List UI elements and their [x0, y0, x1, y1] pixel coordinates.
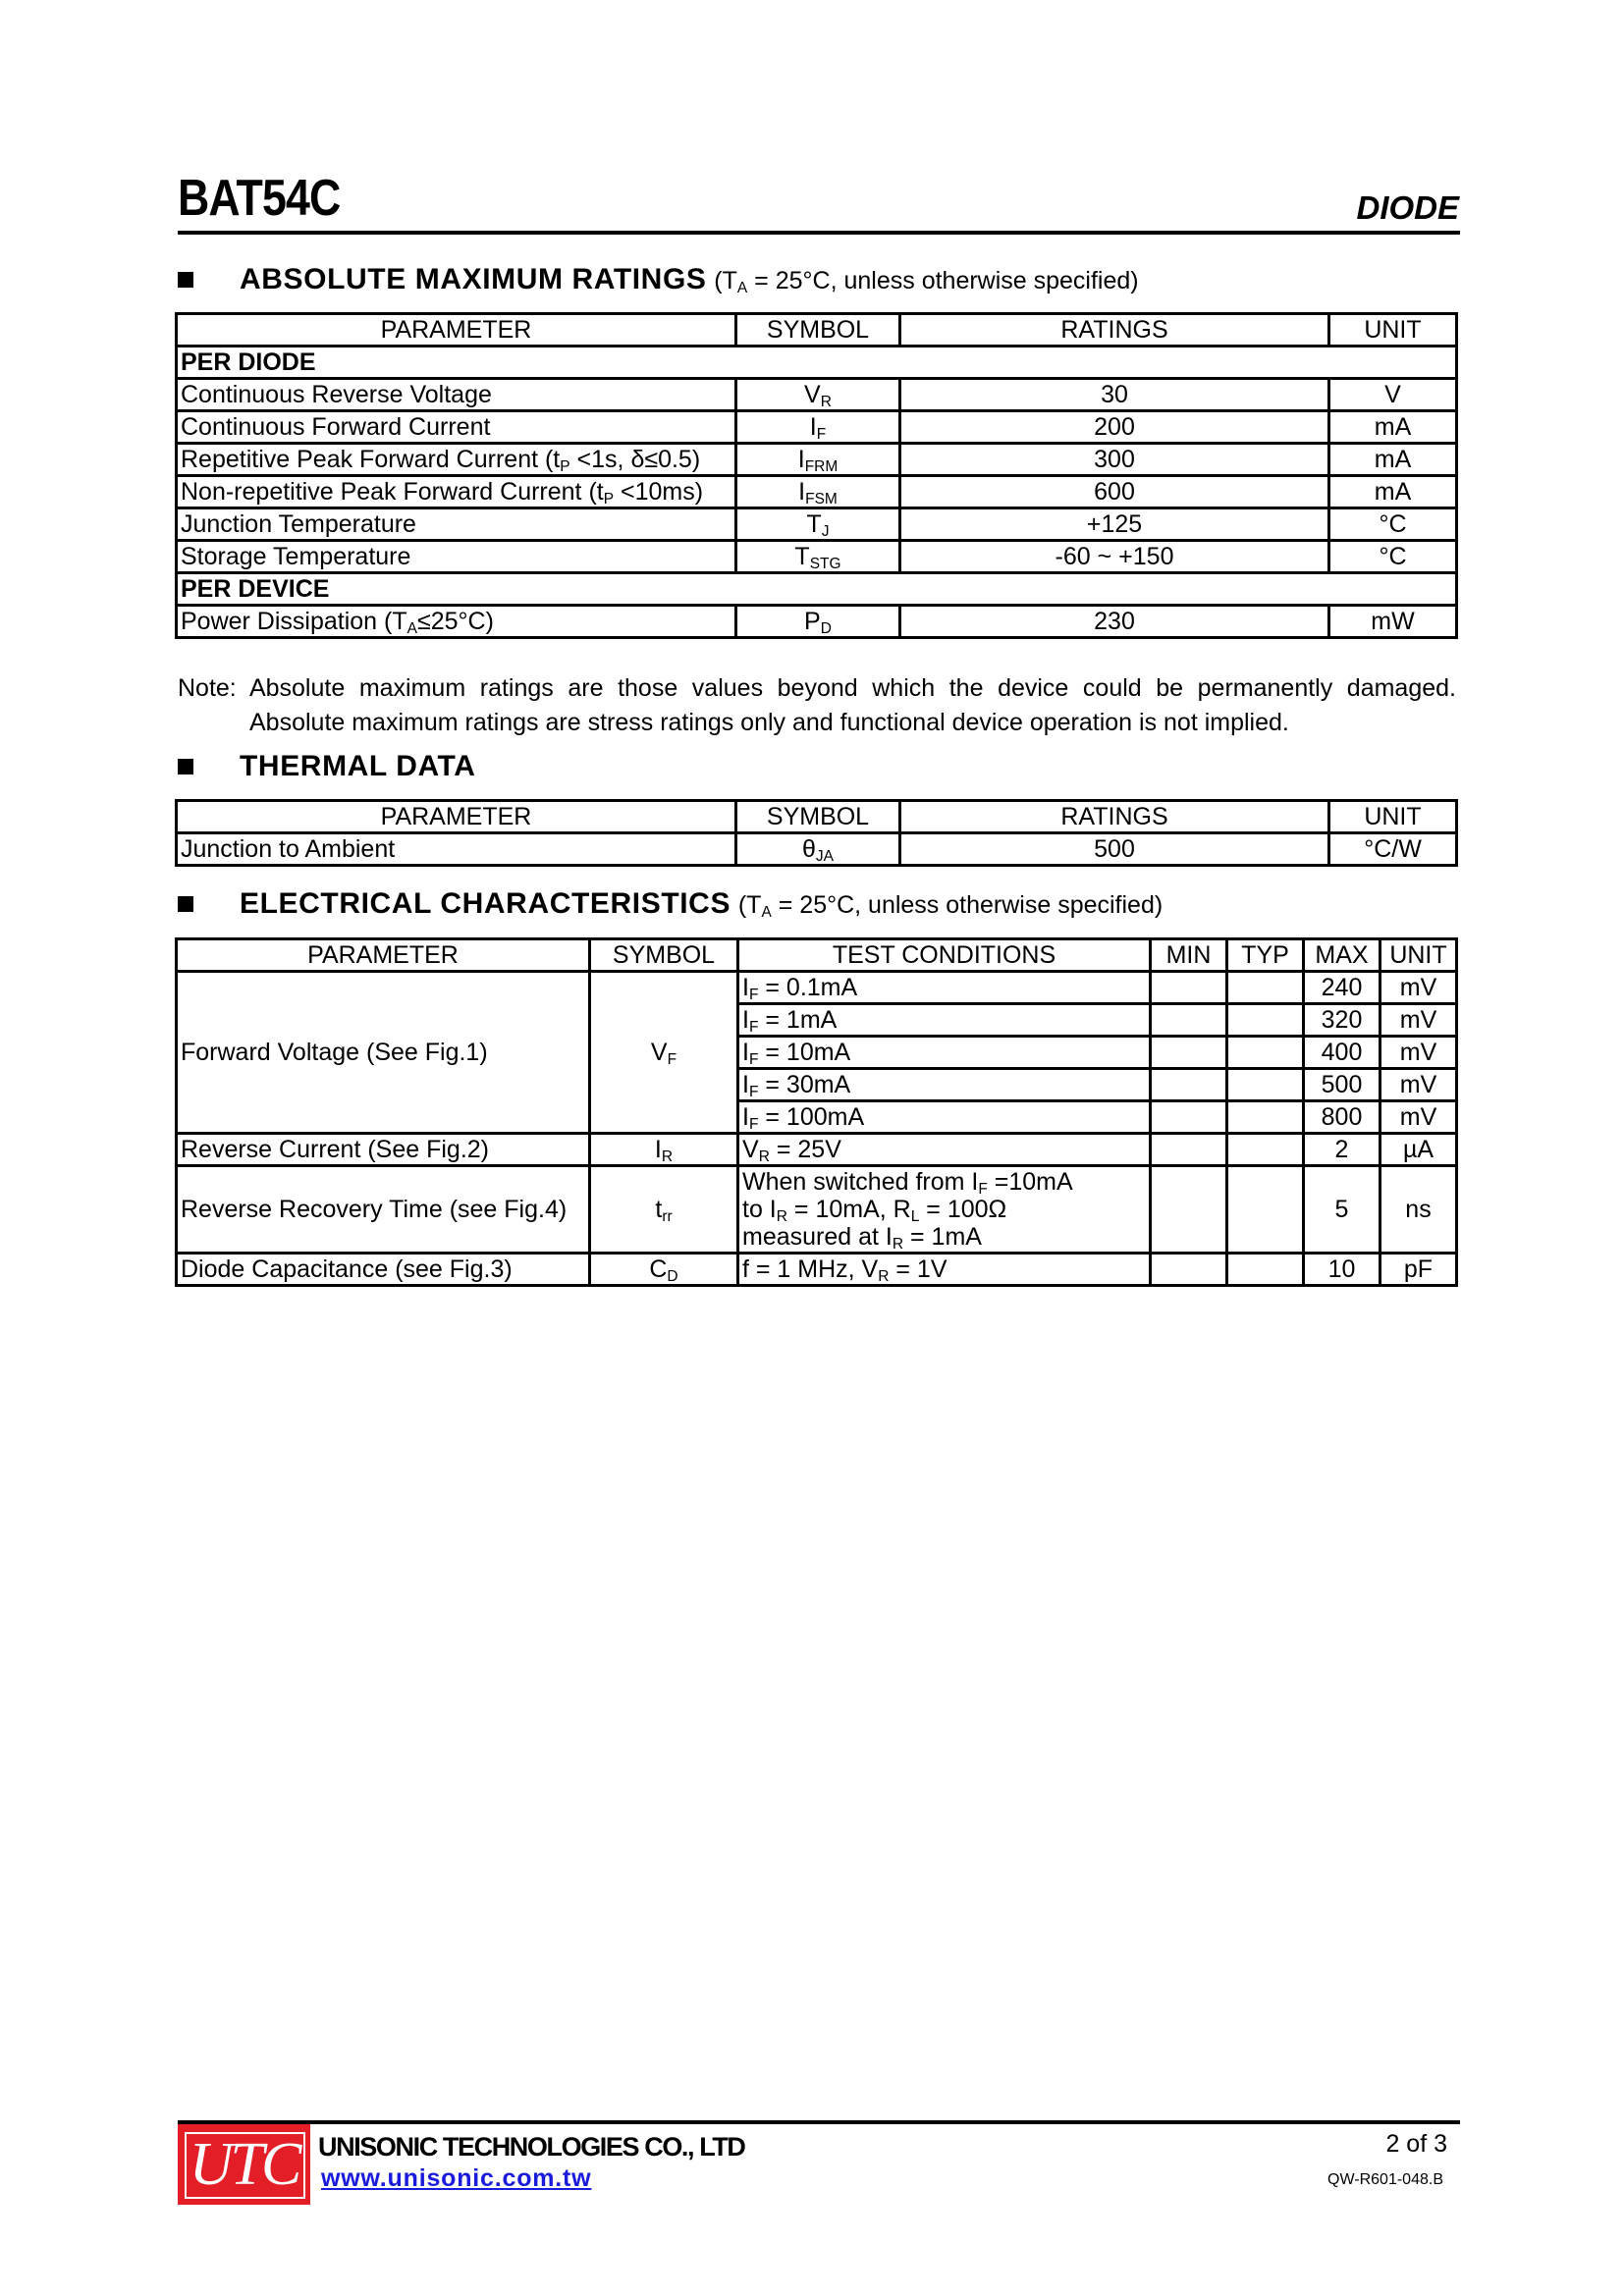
column-header: PARAMETER: [177, 314, 736, 347]
column-header: SYMBOL: [736, 314, 900, 347]
header-rule: [178, 231, 1460, 235]
table-row: [177, 541, 1457, 573]
condition-cell: f = 1 MHz, $V_R = 1V$: [738, 1254, 1151, 1286]
parameter-cell: Power Dissipation $(T_A\le 25^\circ C)$: [177, 606, 736, 638]
electrical-characteristics-table: [175, 937, 1458, 1287]
max-cell: 5: [1304, 1166, 1380, 1254]
rating-cell: 200: [900, 411, 1329, 444]
condition-cell: $I_F = 100mA$: [738, 1101, 1151, 1134]
website-link[interactable]: www.unisonic.com.tw: [321, 2164, 592, 2192]
unit-cell: mV: [1380, 972, 1457, 1004]
column-header: RATINGS: [900, 801, 1329, 833]
thermal-data-table: [175, 799, 1458, 867]
min-cell: [1151, 1254, 1227, 1286]
section-title: THERMAL DATA: [240, 750, 476, 782]
condition-cell: $I_F = 0.1mA$: [738, 972, 1151, 1004]
parameter-cell: Repetitive Peak Forward Current ($t_P <1s$, δ≤0.5): [177, 444, 736, 476]
parameter-cell: Forward Voltage (See Fig.1): [177, 972, 590, 1134]
unit-cell: °C: [1329, 541, 1457, 573]
section-title: ELECTRICAL CHARACTERISTICS: [240, 887, 731, 920]
document-category: DIODE: [1356, 189, 1459, 226]
table-row: [177, 972, 1457, 1004]
group-row: [177, 347, 1457, 379]
unit-cell: µA: [1380, 1134, 1457, 1166]
condition-cell: $I_F = 1mA$: [738, 1004, 1151, 1037]
section-heading-thermal-data: [178, 750, 476, 783]
min-cell: [1151, 1037, 1227, 1069]
table-row: [177, 606, 1457, 638]
note-line: Note: Absolute maximum ratings are those values beyond which the device could be permanently damaged.: [178, 674, 1456, 702]
symbol-cell: $\theta_{JA}$: [736, 833, 900, 866]
rating-cell: 500: [900, 833, 1329, 866]
typ-cell: [1227, 1069, 1304, 1101]
part-number: BAT54C: [178, 170, 341, 227]
column-header: SYMBOL: [736, 801, 900, 833]
column-header: MAX: [1304, 939, 1380, 972]
table-header-row: [177, 939, 1457, 972]
symbol-cell: $P_D$: [736, 606, 900, 638]
column-header: TEST CONDITIONS: [738, 939, 1151, 972]
unit-cell: pF: [1380, 1254, 1457, 1286]
table-row: [177, 379, 1457, 411]
group-label: PER DIODE: [177, 347, 1457, 379]
symbol-cell: $V_F$: [590, 972, 738, 1134]
column-header: UNIT: [1380, 939, 1457, 972]
min-cell: [1151, 1069, 1227, 1101]
symbol-cell: $I_R$: [590, 1134, 738, 1166]
max-cell: 320: [1304, 1004, 1380, 1037]
parameter-cell: Storage Temperature: [177, 541, 736, 573]
symbol-cell: $T_{STG}$: [736, 541, 900, 573]
parameter-cell: Continuous Forward Current: [177, 411, 736, 444]
table-row: [177, 411, 1457, 444]
typ-cell: [1227, 1037, 1304, 1069]
typ-cell: [1227, 1254, 1304, 1286]
column-header: PARAMETER: [177, 801, 736, 833]
symbol-cell: $V_R$: [736, 379, 900, 411]
typ-cell: [1227, 1004, 1304, 1037]
rating-cell: +125: [900, 508, 1329, 541]
column-header: SYMBOL: [590, 939, 738, 972]
table-header-row: [177, 801, 1457, 833]
parameter-cell: Junction Temperature: [177, 508, 736, 541]
note-line: Absolute maximum ratings are stress ratings only and functional device operation is not implied.: [249, 709, 1289, 736]
symbol-cell: $C_D$: [590, 1254, 738, 1286]
table-row: [177, 1134, 1457, 1166]
parameter-cell: Diode Capacitance (see Fig.3): [177, 1254, 590, 1286]
unit-cell: mW: [1329, 606, 1457, 638]
column-header: PARAMETER: [177, 939, 590, 972]
min-cell: [1151, 1101, 1227, 1134]
document-code: QW-R601-048.B: [1327, 2171, 1443, 2188]
unit-cell: °C/W: [1329, 833, 1457, 866]
column-header: MIN: [1151, 939, 1227, 972]
section-condition: ($T_A = 25^\circ C$, unless otherwise specified): [737, 891, 1164, 921]
table-row: [177, 833, 1457, 866]
table-row: [177, 476, 1457, 508]
typ-cell: [1227, 1101, 1304, 1134]
rating-cell: -60 ~ +150: [900, 541, 1329, 573]
rating-cell: 30: [900, 379, 1329, 411]
square-bullet-icon: [178, 272, 193, 288]
min-cell: [1151, 1004, 1227, 1037]
typ-cell: [1227, 972, 1304, 1004]
footer-rule: [178, 2120, 1460, 2124]
parameter-cell: Continuous Reverse Voltage: [177, 379, 736, 411]
group-label: PER DEVICE: [177, 573, 1457, 606]
company-name: UNISONIC TECHNOLOGIES CO., LTD: [318, 2132, 745, 2162]
parameter-cell: Non-repetitive Peak Forward Current $(t_P <10ms)$: [177, 476, 736, 508]
min-cell: [1151, 972, 1227, 1004]
unit-cell: °C: [1329, 508, 1457, 541]
condition-cell: $I_F = 10mA$: [738, 1037, 1151, 1069]
max-cell: 800: [1304, 1101, 1380, 1134]
unit-cell: mA: [1329, 476, 1457, 508]
column-header: UNIT: [1329, 314, 1457, 347]
table-row: [177, 1166, 1457, 1254]
unit-cell: mA: [1329, 411, 1457, 444]
condition-cell: When switched from $I_F =10mA$ to $I_R = 10mA$, $R_L = 100\Omega$ measured at $I_R = 1mA$: [738, 1166, 1151, 1254]
max-cell: 2: [1304, 1134, 1380, 1166]
rating-cell: 600: [900, 476, 1329, 508]
section-heading-absolute-maximum-ratings: [178, 263, 1139, 296]
symbol-cell: $I_{FSM}$: [736, 476, 900, 508]
section-condition: ($T_A = 25^\circ C$, unless otherwise specified): [714, 267, 1139, 296]
unit-cell: mV: [1380, 1004, 1457, 1037]
column-header: TYP: [1227, 939, 1304, 972]
group-row: [177, 573, 1457, 606]
table-header-row: [177, 314, 1457, 347]
page-number: 2 of 3: [1385, 2130, 1447, 2158]
condition-cell: $V_R = 25V$: [738, 1134, 1151, 1166]
absolute-maximum-ratings-table: [175, 312, 1458, 639]
unit-cell: mV: [1380, 1069, 1457, 1101]
column-header: RATINGS: [900, 314, 1329, 347]
table-row: [177, 508, 1457, 541]
section-title: ABSOLUTE MAXIMUM RATINGS: [240, 263, 707, 295]
max-cell: 240: [1304, 972, 1380, 1004]
unit-cell: ns: [1380, 1166, 1457, 1254]
typ-cell: [1227, 1166, 1304, 1254]
ratings-note: [178, 671, 1456, 740]
square-bullet-icon: [178, 896, 193, 912]
parameter-cell: Reverse Current (See Fig.2): [177, 1134, 590, 1166]
max-cell: 400: [1304, 1037, 1380, 1069]
max-cell: 500: [1304, 1069, 1380, 1101]
min-cell: [1151, 1166, 1227, 1254]
unit-cell: mA: [1329, 444, 1457, 476]
unit-cell: mV: [1380, 1037, 1457, 1069]
symbol-cell: $t_{rr}$: [590, 1166, 738, 1254]
unit-cell: V: [1329, 379, 1457, 411]
max-cell: 10: [1304, 1254, 1380, 1286]
parameter-cell: Reverse Recovery Time (see Fig.4): [177, 1166, 590, 1254]
typ-cell: [1227, 1134, 1304, 1166]
column-header: UNIT: [1329, 801, 1457, 833]
symbol-cell: $I_F$: [736, 411, 900, 444]
min-cell: [1151, 1134, 1227, 1166]
square-bullet-icon: [178, 759, 193, 774]
rating-cell: 300: [900, 444, 1329, 476]
rating-cell: 230: [900, 606, 1329, 638]
parameter-cell: Junction to Ambient: [177, 833, 736, 866]
table-row: [177, 444, 1457, 476]
table-row: [177, 1254, 1457, 1286]
symbol-cell: $T_J$: [736, 508, 900, 541]
section-heading-electrical-characteristics: [178, 887, 1163, 921]
condition-cell: $I_F = 30mA$: [738, 1069, 1151, 1101]
utc-logo-text: UTC: [189, 2131, 299, 2198]
unit-cell: mV: [1380, 1101, 1457, 1134]
symbol-cell: $I_{FRM}$: [736, 444, 900, 476]
